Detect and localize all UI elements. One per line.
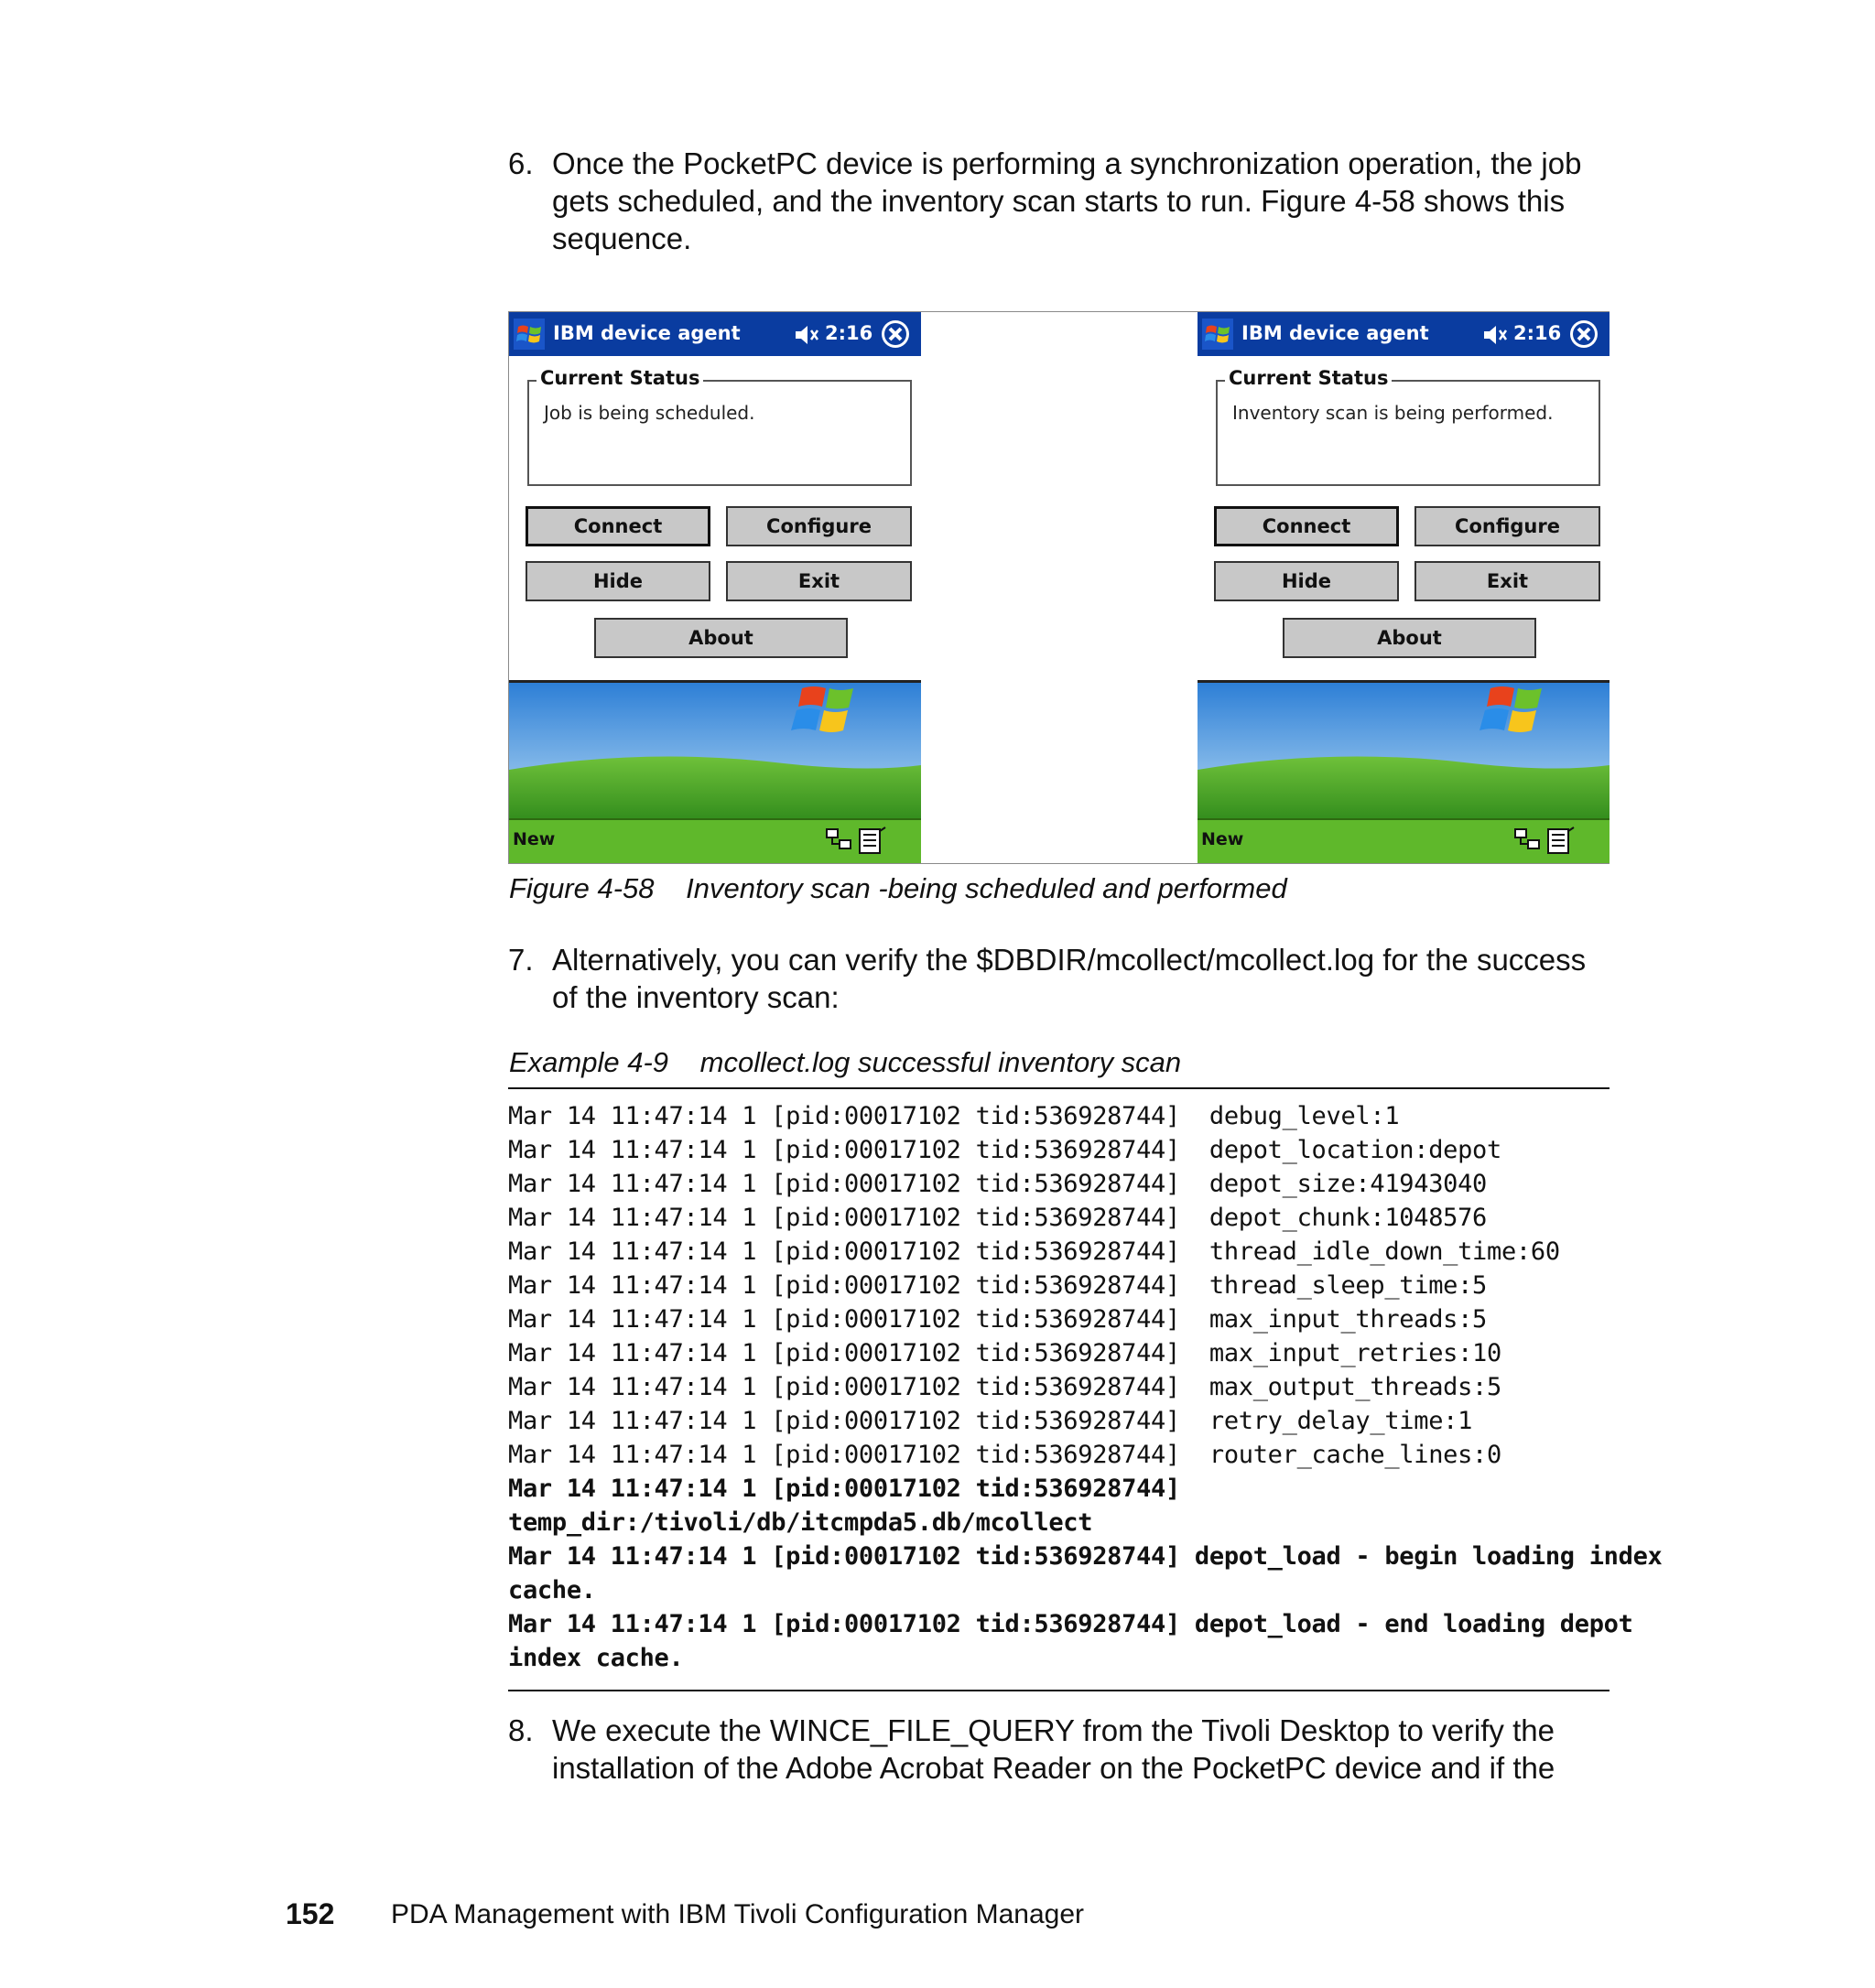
book-title: PDA Management with IBM Tivoli Configuration Manager xyxy=(391,1899,1085,1929)
pocketpc-screen-performed xyxy=(1198,312,1609,863)
figure-4-58 xyxy=(508,311,1609,864)
taskbar xyxy=(509,818,921,863)
network-tray-icon[interactable] xyxy=(825,826,889,857)
speaker-muted-icon[interactable] xyxy=(1481,321,1509,349)
example-label: Example 4-9 xyxy=(509,1046,669,1078)
connect-button[interactable]: Connect xyxy=(1214,506,1399,546)
code-line: index cache. xyxy=(508,1644,684,1672)
about-button[interactable]: About xyxy=(594,618,848,658)
clock[interactable]: 2:16 xyxy=(1513,322,1562,344)
code-line: Mar 14 11:47:14 1 [pid:00017102 tid:536928744] debug_level:1 xyxy=(508,1102,1400,1130)
step-text: Once the PocketPC device is performing a synchronization operation, the job gets scheduled, and the inventory scan starts to run. Figure 4-58 shows this sequence. xyxy=(552,146,1582,255)
code-line: Mar 14 11:47:14 1 [pid:00017102 tid:536928744] thread_sleep_time:5 xyxy=(508,1271,1488,1300)
configure-button[interactable]: Configure xyxy=(1414,506,1600,546)
status-message: Inventory scan is being performed. xyxy=(1232,402,1554,424)
windows-flag-icon[interactable] xyxy=(1202,319,1233,350)
app-title: IBM device agent xyxy=(1241,322,1429,344)
clock[interactable]: 2:16 xyxy=(825,322,873,344)
new-menu[interactable]: New xyxy=(1201,829,1244,849)
status-legend: Current Status xyxy=(536,367,703,389)
step-number: 6. xyxy=(508,146,534,180)
step-text: Alternatively, you can verify the $DBDIR/mcollect/mcollect.log for the success of the inventory scan: xyxy=(552,943,1587,1014)
exit-button[interactable]: Exit xyxy=(1414,561,1600,601)
code-line: Mar 14 11:47:14 1 [pid:00017102 tid:536928744] max_input_retries:10 xyxy=(508,1339,1501,1367)
status-legend: Current Status xyxy=(1225,367,1392,389)
step-number: 8. xyxy=(508,1713,534,1747)
status-message: Job is being scheduled. xyxy=(544,402,755,424)
new-menu[interactable]: New xyxy=(513,829,556,849)
code-line: Mar 14 11:47:14 1 [pid:00017102 tid:536928744] retry_delay_time:1 xyxy=(508,1407,1473,1435)
code-line: cache. xyxy=(508,1576,596,1604)
code-line: Mar 14 11:47:14 1 [pid:00017102 tid:536928744] router_cache_lines:0 xyxy=(508,1441,1501,1469)
code-line: temp_dir:/tivoli/db/itcmpda5.db/mcollect xyxy=(508,1508,1093,1537)
code-line: Mar 14 11:47:14 1 [pid:00017102 tid:536928744] depot_load - begin loading index xyxy=(508,1542,1663,1571)
example-title: mcollect.log successful inventory scan xyxy=(699,1046,1182,1078)
page-number: 152 xyxy=(286,1897,335,1930)
step-7 xyxy=(508,941,1607,1018)
hide-button[interactable]: Hide xyxy=(526,561,710,601)
taskbar xyxy=(1198,818,1609,863)
code-line: Mar 14 11:47:14 1 [pid:00017102 tid:536928744] depot_load - end loading depot xyxy=(508,1610,1633,1638)
configure-button[interactable]: Configure xyxy=(726,506,912,546)
hide-button[interactable]: Hide xyxy=(1214,561,1399,601)
network-tray-icon[interactable] xyxy=(1513,826,1577,857)
figure-label: Figure 4-58 xyxy=(509,872,655,904)
about-button[interactable]: About xyxy=(1283,618,1536,658)
title-bar xyxy=(1198,312,1609,356)
step-text: We execute the WINCE_FILE_QUERY from the Tivoli Desktop to verify the installation of the Adobe Acrobat Reader on the PocketPC device and if the xyxy=(552,1713,1555,1785)
code-line: Mar 14 11:47:14 1 [pid:00017102 tid:536928744] xyxy=(508,1475,1180,1503)
app-title: IBM device agent xyxy=(553,322,741,344)
step-number: 7. xyxy=(508,943,534,977)
code-line: Mar 14 11:47:14 1 [pid:00017102 tid:536928744] max_input_threads:5 xyxy=(508,1305,1488,1334)
code-line: Mar 14 11:47:14 1 [pid:00017102 tid:536928744] max_output_threads:5 xyxy=(508,1373,1501,1401)
pocketpc-screen-scheduled xyxy=(509,312,921,863)
input-panel-icon xyxy=(1548,827,1574,853)
figure-title: Inventory scan -being scheduled and performed xyxy=(686,872,1287,904)
title-bar xyxy=(509,312,921,356)
current-status-group xyxy=(527,367,912,486)
code-line: Mar 14 11:47:14 1 [pid:00017102 tid:536928744] depot_size:41943040 xyxy=(508,1170,1488,1198)
log-example xyxy=(508,1087,1663,1691)
windows-flag-icon[interactable] xyxy=(514,319,545,350)
step-6 xyxy=(508,145,1607,258)
wallpaper xyxy=(1198,683,1609,824)
code-line: Mar 14 11:47:14 1 [pid:00017102 tid:536928744] depot_location:depot xyxy=(508,1136,1501,1164)
speaker-muted-icon[interactable] xyxy=(793,321,820,349)
input-panel-icon xyxy=(860,827,885,853)
exit-button[interactable]: Exit xyxy=(726,561,912,601)
wallpaper xyxy=(509,683,921,824)
connect-button[interactable]: Connect xyxy=(526,506,710,546)
code-line: Mar 14 11:47:14 1 [pid:00017102 tid:536928744] thread_idle_down_time:60 xyxy=(508,1237,1560,1266)
code-line: Mar 14 11:47:14 1 [pid:00017102 tid:536928744] depot_chunk:1048576 xyxy=(508,1204,1488,1232)
close-circle-icon[interactable] xyxy=(1567,318,1600,351)
step-8 xyxy=(508,1712,1607,1788)
example-caption xyxy=(509,1046,1181,1079)
close-circle-icon[interactable] xyxy=(879,318,912,351)
figure-caption xyxy=(509,872,1287,905)
current-status-group xyxy=(1216,367,1600,486)
